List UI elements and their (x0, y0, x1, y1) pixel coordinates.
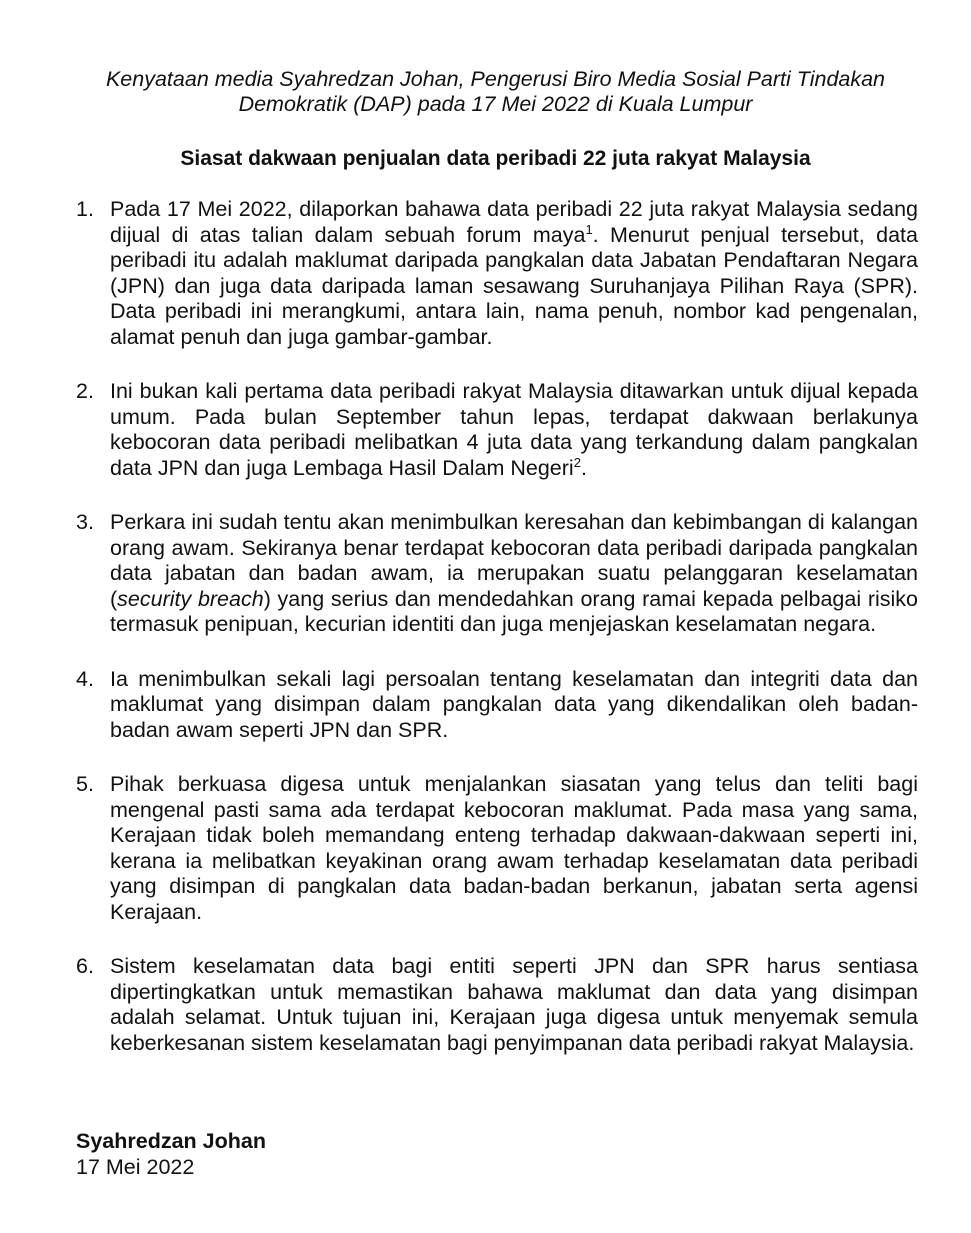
paragraph-6 (76, 954, 918, 1056)
paragraph-3 (76, 510, 918, 638)
paragraph-number: 5. (76, 772, 94, 796)
media-statement-header (60, 67, 931, 117)
numbered-paragraph-list (0, 197, 971, 1085)
paragraph-text-part: Pada 17 Mei 2022, dilaporkan bahawa data peribadi 22 juta rakyat Malaysia sedang dijual di atas talian dalam sebuah forum maya (110, 197, 918, 247)
paragraph-5 (76, 772, 918, 925)
paragraph-text-part: Perkara ini sudah tentu akan menimbulkan keresahan dan kebimbangan di kalangan orang awam. Sekiranya benar terdapat kebocoran data peribadi daripada pangkalan data jabatan dan badan awam, ia merupakan suatu pelanggaran keselamatan ( (110, 510, 918, 611)
paragraph-text (110, 510, 918, 638)
statement-title: Siasat dakwaan penjualan data peribadi 22 juta rakyat Malaysia (180, 147, 811, 170)
paragraph-number: 6. (76, 954, 94, 978)
paragraph-number: 2. (76, 379, 94, 403)
paragraph-number: 3. (76, 510, 94, 534)
paragraph-number: 4. (76, 666, 94, 691)
footnote-marker: 2 (573, 454, 581, 470)
paragraph-text (110, 379, 918, 481)
paragraph-text: Ia menimbulkan sekali lagi persoalan tentang keselamatan dan integriti data dan maklumat yang disimpan dalam pangkalan data yang dikendalikan oleh badan-badan awam seperti JPN dan SPR. (110, 666, 918, 742)
paragraph-text-part: Ini bukan kali pertama data peribadi rakyat Malaysia ditawarkan untuk dijual kepada umum. Pada bulan September tahun lepas, terdapat dakwaan berlakunya kebocoran data peribadi melibatkan 4 juta data yang terkandung dalam pangkalan data JPN dan juga Lembaga Hasil Dalam Negeri (110, 379, 918, 480)
paragraph-text-part: ) yang serius dan mendedahkan orang ramai kepada pelbagai risiko termasuk penipuan, kecurian identiti dan juga menjejaskan keselamatan negara. (110, 586, 918, 636)
paragraph-text (110, 197, 918, 350)
footnote-marker: 1 (585, 221, 593, 237)
italic-term: security breach (117, 586, 264, 611)
paragraph-text-part: . (580, 455, 587, 480)
paragraph-4 (76, 666, 918, 744)
header-line-2: Demokratik (DAP) pada 17 Mei 2022 di Kuala Lumpur (238, 92, 753, 116)
paragraph-2 (76, 379, 918, 481)
header-line-1: Kenyataan media Syahredzan Johan, Pengerusi Biro Media Sosial Parti Tindakan (105, 67, 886, 91)
paragraph-1 (76, 197, 918, 350)
paragraph-text-part: . Menurut penjual tersebut, data peribadi itu adalah maklumat daripada pangkalan data Jabatan Pendaftaran Negara (JPN) dan juga data daripada laman sesawang Suruhanjaya Pilihan Raya (SPR). Data peribadi ini merangkumi, antara lain, nama penuh, nombor kad pengenalan, alamat penuh dan juga gambar-gambar. (110, 222, 918, 349)
paragraph-text: Sistem keselamatan data bagi entiti seperti JPN dan SPR harus sentiasa dipertingkatkan untuk memastikan bahawa maklumat dan data yang disimpan adalah selamat. Untuk tujuan ini, Kerajaan juga digesa untuk menyemak semula keberkesanan sistem keselamatan bagi penyimpanan data peribadi rakyat Malaysia. (110, 954, 918, 1055)
signature-date: 17 Mei 2022 (76, 1155, 195, 1179)
signatory-name: Syahredzan Johan (76, 1129, 266, 1153)
paragraph-text: Pihak berkuasa digesa untuk menjalankan siasatan yang telus dan teliti bagi mengenal pasti sama ada terdapat kebocoran maklumat. Pada masa yang sama, Kerajaan tidak boleh memandang enteng terhadap dakwaan-dakwaan seperti ini, kerana ia melibatkan keyakinan orang awam terhadap keselamatan data peribadi yang disimpan di pangkalan data badan-badan berkanun, jabatan serta agensi Kerajaan. (110, 772, 918, 924)
paragraph-number: 1. (76, 197, 94, 221)
